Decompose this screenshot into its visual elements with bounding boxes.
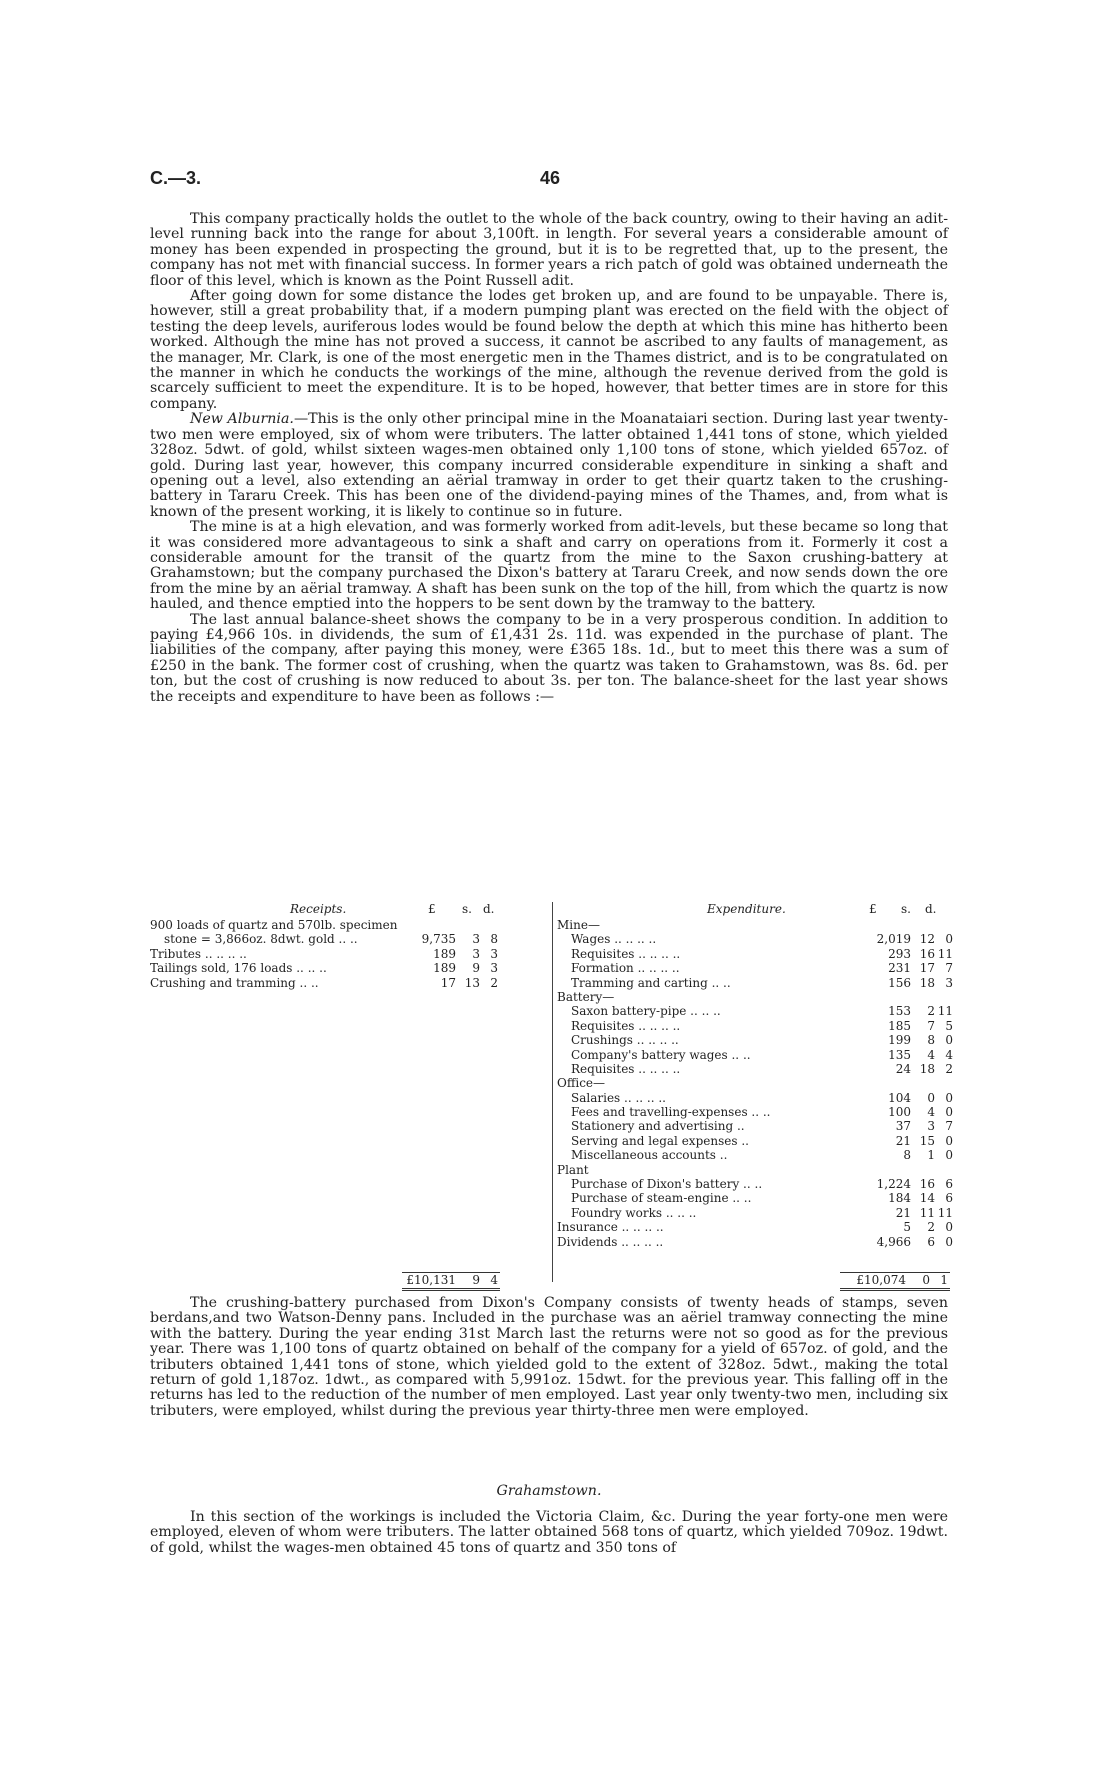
account-row <box>150 947 550 961</box>
row-shillings: 2 <box>927 1220 935 1235</box>
row-shillings: 17 <box>919 961 935 976</box>
account-row <box>557 932 955 946</box>
pence-header: d. <box>483 902 495 916</box>
shillings-header: s. <box>901 902 911 916</box>
row-shillings: 4 <box>927 1105 935 1120</box>
account-row <box>557 947 955 961</box>
row-label: Formation .. .. .. .. <box>571 961 680 976</box>
row-pounds: 184 <box>888 1191 911 1206</box>
row-label: Requisites .. .. .. .. <box>571 1061 681 1076</box>
row-label: Office— <box>557 1076 606 1091</box>
row-pounds: 21 <box>895 1205 911 1220</box>
receipts-rows <box>150 918 550 990</box>
pounds-header: £ <box>869 902 877 916</box>
row-label: Dividends .. .. .. .. <box>557 1234 664 1249</box>
account-row <box>557 1119 955 1133</box>
row-pence: 11 <box>937 1004 953 1019</box>
row-pence: 0 <box>945 1234 953 1249</box>
account-row <box>557 1062 955 1076</box>
row-label: Tributes .. .. .. .. <box>150 946 247 961</box>
receipts-header <box>150 902 550 918</box>
account-row <box>557 1076 955 1090</box>
row-label: Salaries .. .. .. .. <box>571 1090 666 1105</box>
total-pounds: £10,074 <box>856 1273 906 1287</box>
total-pounds: £10,131 <box>406 1273 456 1287</box>
account-row <box>557 1134 955 1148</box>
row-label: Battery— <box>557 989 615 1004</box>
row-pence: 0 <box>945 932 953 947</box>
row-pence: 6 <box>945 1177 953 1192</box>
row-label: Foundry works .. .. .. <box>571 1205 697 1220</box>
account-row <box>150 961 550 975</box>
row-label: Stationery and advertising .. <box>571 1119 745 1134</box>
expenditure-column <box>552 902 955 1282</box>
row-shillings: 14 <box>919 1191 935 1206</box>
row-shillings: 3 <box>472 946 480 961</box>
account-row <box>557 1163 955 1177</box>
row-pounds: 2,019 <box>876 932 911 947</box>
row-shillings: 0 <box>927 1090 935 1105</box>
total-pence: 4 <box>490 1273 498 1287</box>
row-label: Purchase of Dixon's battery .. .. <box>571 1177 763 1192</box>
body-text-grahamstown <box>150 1510 948 1556</box>
total-pence: 1 <box>940 1273 948 1287</box>
row-label: Requisites .. .. .. .. <box>571 946 681 961</box>
body-text-top <box>150 212 948 705</box>
row-label: Serving and legal expenses .. <box>571 1133 749 1148</box>
row-pence: 0 <box>945 1105 953 1120</box>
account-row <box>557 1004 955 1018</box>
row-pounds: 8 <box>903 1148 911 1163</box>
row-pence: 11 <box>937 946 953 961</box>
account-row <box>557 1148 955 1162</box>
row-pence: 0 <box>945 1133 953 1148</box>
row-pence: 2 <box>490 975 498 990</box>
row-pence: 3 <box>490 946 498 961</box>
expenditure-rows <box>557 918 955 1249</box>
row-label: 900 loads of quartz and 570lb. specimen <box>150 918 398 932</box>
row-shillings: 2 <box>927 1004 935 1019</box>
row-label: Crushings .. .. .. .. <box>571 1033 679 1048</box>
row-label: Company's battery wages .. .. <box>571 1047 751 1062</box>
paragraph: The last annual balance-sheet shows the company to be in a very prosperous condition. In addition to paying £4,966 10s. in dividends, the sum of £1,431 2s. 11d. was expended in the purchase of plant. The liabilities of the company, after paying this money, were £365 18s. 1d., but to meet this there was a sum of £250 in the bank. The former cost of crushing, when the quartz was taken to Grahamstown, was 8s. 6d. per ton, but the cost of crushing is now reduced to about 3s. per ton. The balance-sheet for the last year shows the receipts and expenditure to have been as follows :— <box>150 611 948 705</box>
row-pounds: 4,966 <box>876 1234 911 1249</box>
row-pounds: 104 <box>888 1090 911 1105</box>
row-label: Fees and travelling-expenses .. .. <box>571 1105 771 1120</box>
paragraph: The mine is at a high elevation, and was formerly worked from adit-levels, but these became so long that it was considered more advantageous to sink a shaft and carry on operations from it. Formerly it cost a considerable amount for the transit of the quartz from the mine to the Saxon crushing-battery at Grahamstown; but the company purchased the Dixon's battery at Tararu Creek, and now sends down the ore from the mine by an aërial tramway. A shaft has been sunk on the top of the hill, from which the quartz is now hauled, and thence emptied into the hoppers to be sent down by the tramway to the battery. <box>150 519 948 613</box>
row-pounds: 100 <box>888 1105 911 1120</box>
row-shillings: 15 <box>919 1133 935 1148</box>
row-label: Crushing and tramming .. .. <box>150 975 319 990</box>
row-shillings: 12 <box>919 932 935 947</box>
section-code: C.—3. <box>150 168 202 188</box>
row-pence: 6 <box>945 1191 953 1206</box>
row-pounds: 24 <box>895 1061 911 1076</box>
body-text-after <box>150 1296 948 1419</box>
account-row <box>557 1105 955 1119</box>
shillings-header: s. <box>462 902 472 916</box>
paragraph-alburnia <box>150 412 948 520</box>
row-pounds: 189 <box>433 961 456 976</box>
row-shillings: 9 <box>472 961 480 976</box>
page-header <box>150 168 950 192</box>
account-row <box>557 990 955 1004</box>
row-pence: 8 <box>490 932 498 947</box>
row-pounds: 185 <box>888 1018 911 1033</box>
total-shillings: 9 <box>472 1273 480 1287</box>
row-pounds: 199 <box>888 1033 911 1048</box>
paragraph: The crushing-battery purchased from Dixon's Company consists of twenty heads of stamps, seven berdans,and two Watson-Denny pans. Included in the purchase was an aëriel tramway connecting the mine with the battery. During the year ending 31st March last the returns were not so good as for the previous year. There was 1,100 tons of quartz obtained on behalf of the company for a yield of 657oz. of gold, and the tributers obtained 1,441 tons of stone, which yielded gold to the extent of 328oz. 5dwt., making the total return of gold 1,187oz. 1dwt., as compared with 5,991oz. 15dwt. for the previous year. This falling off in the returns has led to the reduction of the number of men employed. Last year only twenty-two men, including six tributers, were employed, whilst during the previous year thirty-three men were employed. <box>150 1295 948 1419</box>
row-pence: 0 <box>945 1033 953 1048</box>
expenditure-total <box>840 1272 950 1289</box>
paragraph: In this section of the workings is included the Victoria Claim, &c. During the year forty-one men were employed, eleven of whom were tributers. The latter obtained 568 tons of quartz, which yielded 709oz. 19dwt. of gold, whilst the wages-men obtained 45 tons of quartz and 350 tons of <box>150 1509 948 1556</box>
row-label: Tramming and carting .. .. <box>571 975 731 990</box>
row-pence: 0 <box>945 1148 953 1163</box>
row-pence: 3 <box>490 961 498 976</box>
row-pounds: 37 <box>895 1119 911 1134</box>
receipts-column <box>150 902 550 990</box>
row-pence: 2 <box>945 1061 953 1076</box>
expenditure-header <box>557 902 955 918</box>
account-row <box>150 976 550 990</box>
pounds-header: £ <box>428 902 436 916</box>
row-pounds: 21 <box>895 1133 911 1148</box>
row-label: stone = 3,866oz. 8dwt. gold .. .. <box>164 932 358 947</box>
row-shillings: 16 <box>919 1177 935 1192</box>
mine-name: New Alburnia. <box>190 411 294 428</box>
row-pounds: 293 <box>888 946 911 961</box>
row-pence: 3 <box>945 975 953 990</box>
paragraph: This company practically holds the outlet to the whole of the back country, owing to their having an adit-level running back into the range for about 3,100ft. in length. For several years a considerable amount of money has been expended in prospecting the ground, but it is to be regretted that, up to the present, the company has not met with financial success. In former years a rich patch of gold was obtained underneath the floor of this level, which is known as the Point Russell adit. <box>150 211 948 289</box>
page-number: 46 <box>539 168 561 188</box>
row-pence: 0 <box>945 1090 953 1105</box>
account-row <box>557 1191 955 1205</box>
account-row <box>150 918 550 932</box>
row-label: Tailings sold, 176 loads .. .. .. <box>150 961 327 976</box>
account-row <box>557 1048 955 1062</box>
row-pounds: 153 <box>888 1004 911 1019</box>
row-pence: 5 <box>945 1018 953 1033</box>
row-label: Insurance .. .. .. .. <box>557 1220 664 1235</box>
expenditure-title: Expenditure. <box>707 902 786 916</box>
row-shillings: 18 <box>919 975 935 990</box>
account-row <box>557 1177 955 1191</box>
account-row <box>557 1019 955 1033</box>
row-shillings: 3 <box>472 932 480 947</box>
balance-sheet <box>150 902 953 1292</box>
row-pounds: 9,735 <box>421 932 456 947</box>
row-shillings: 8 <box>927 1033 935 1048</box>
row-shillings: 11 <box>919 1205 935 1220</box>
row-label: Requisites .. .. .. .. <box>571 1018 681 1033</box>
account-row <box>557 961 955 975</box>
row-pounds: 135 <box>888 1047 911 1062</box>
row-shillings: 1 <box>927 1148 935 1163</box>
account-row <box>557 1206 955 1220</box>
section-heading: Grahamstown. <box>496 1483 602 1499</box>
row-pounds: 17 <box>440 975 456 990</box>
row-pence: 4 <box>945 1047 953 1062</box>
total-shillings: 0 <box>922 1273 930 1287</box>
account-row <box>557 1220 955 1234</box>
row-pounds: 231 <box>888 961 911 976</box>
account-row <box>557 976 955 990</box>
row-pence: 0 <box>945 1220 953 1235</box>
row-shillings: 3 <box>927 1119 935 1134</box>
row-pounds: 5 <box>903 1220 911 1235</box>
account-row <box>557 918 955 932</box>
account-row <box>557 1235 955 1249</box>
account-row <box>150 932 550 946</box>
row-label: Purchase of steam-engine .. .. <box>571 1191 752 1206</box>
row-shillings: 18 <box>919 1061 935 1076</box>
receipts-total <box>402 1272 500 1289</box>
pence-header: d. <box>925 902 937 916</box>
row-shillings: 4 <box>927 1047 935 1062</box>
account-row <box>557 1091 955 1105</box>
row-pounds: 156 <box>888 975 911 990</box>
row-shillings: 13 <box>464 975 480 990</box>
row-shillings: 6 <box>927 1234 935 1249</box>
row-label: Wages .. .. .. .. <box>571 932 657 947</box>
alburnia-text: —This is the only other principal mine in the Moanataiari section. During last year twenty-two men were employed, six of whom were tributers. The latter obtained 1,441 tons of stone, which yielded 328oz. 5dwt. of gold, whilst sixteen wages-men obtained only 1,100 tons of stone, which yielded 657oz. of gold. During last year, however, this company incurred considerable expenditure in sinking a shaft and opening out a level, also extending an aërial tramway in order to get their quartz taken to the crushing-battery in Tararu Creek. This has been one of the dividend-paying mines of the Thames, and, from what is known of the present working, it is likely to continue so in future. <box>150 411 948 520</box>
row-shillings: 7 <box>927 1018 935 1033</box>
row-pence: 11 <box>937 1205 953 1220</box>
paragraph: After going down for some distance the lodes get broken up, and are found to be unpayable. There is, however, still a great probability that, if a modern pumping plant was erected on the field with the object of testing the deep levels, auriferous lodes would be found below the depth at which this mine has hitherto been worked. Although the mine has not proved a success, it cannot be ascribed to any faults of management, as the manager, Mr. Clark, is one of the most energetic men in the Thames district, and is to be congratulated on the manner in which he conducts the workings of the mine, although the revenue derived from the gold is scarcely sufficient to meet the expenditure. It is to be hoped, however, that better times are in store for this company. <box>150 288 948 412</box>
row-label: Miscellaneous accounts .. <box>571 1148 728 1163</box>
row-label: Saxon battery-pipe .. .. .. <box>571 1004 721 1019</box>
receipts-title: Receipts. <box>290 902 347 916</box>
row-pence: 7 <box>945 1119 953 1134</box>
account-row <box>557 1033 955 1047</box>
row-label: Mine— <box>557 918 600 932</box>
row-pounds: 1,224 <box>876 1177 911 1192</box>
row-shillings: 16 <box>919 946 935 961</box>
row-pounds: 189 <box>433 946 456 961</box>
row-pence: 7 <box>945 961 953 976</box>
row-label: Plant <box>557 1162 589 1177</box>
